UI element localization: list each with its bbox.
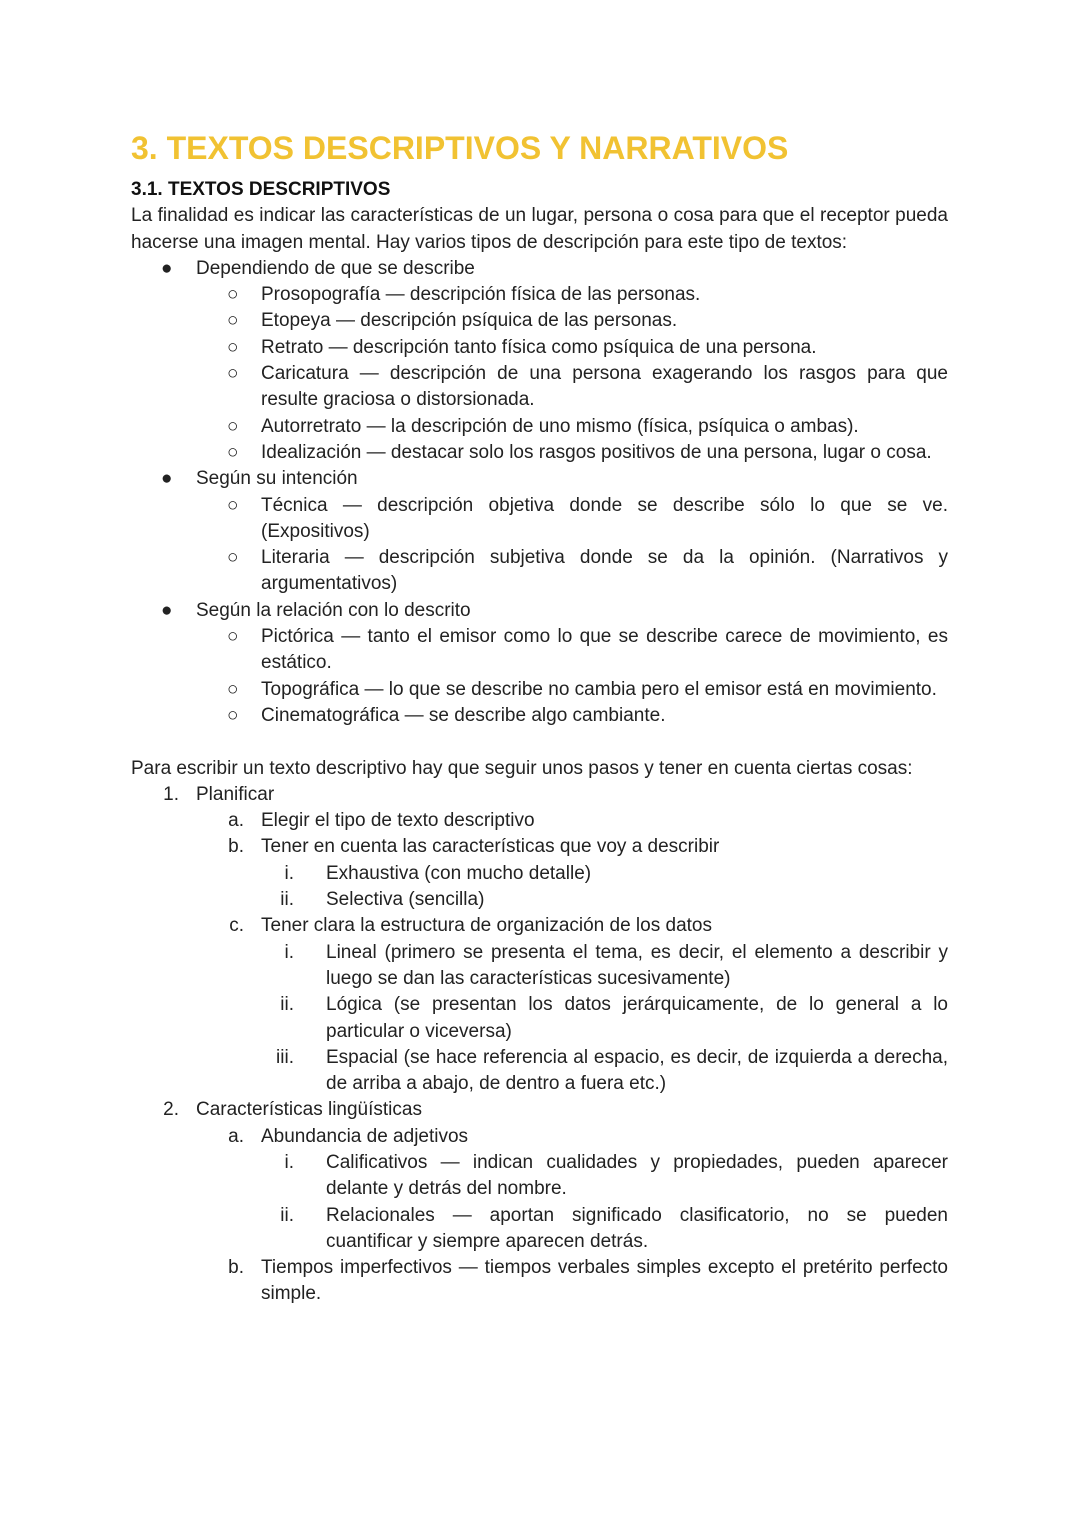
list-item-text: Características lingüísticas: [196, 1099, 422, 1121]
list-item: [131, 414, 948, 440]
list-item-text: Tiempos imperfectivos — tiempos verbales simples excepto el pretérito perfecto simple.: [261, 1257, 948, 1305]
list-item-text: Caricatura — descripción de una persona exagerando los rasgos para que resulte graciosa o distorsionada.: [261, 363, 948, 411]
list-item: [131, 256, 948, 282]
list-number: a.: [228, 810, 244, 832]
list-number: i.: [284, 941, 294, 963]
bullet-icon: ○: [227, 704, 239, 726]
section-title: 3. TEXTOS DESCRIPTIVOS Y NARRATIVOS: [131, 130, 789, 166]
list-item-text: Espacial (se hace referencia al espacio, es decir, de izquierda a derecha, de arriba a abajo, de dentro a fuera etc.): [326, 1046, 948, 1095]
list-number: i.: [284, 1151, 294, 1173]
list-item: [131, 1150, 948, 1203]
list-item: [131, 834, 948, 860]
steps-list: [131, 782, 948, 1308]
list-number: b.: [228, 1257, 244, 1279]
bullet-icon: ●: [161, 599, 173, 621]
list-item: [131, 466, 948, 492]
list-item-text: Prosopografía — descripción física de las personas.: [261, 284, 701, 306]
list-item: [131, 282, 948, 308]
list-number: i.: [284, 862, 294, 884]
list-number: ii.: [280, 1204, 294, 1226]
spacer: [131, 729, 948, 755]
list-item-text: Calificativos — indican cualidades y propiedades, pueden aparecer delante y detrás del nombre.: [326, 1151, 948, 1200]
bullet-icon: ○: [227, 415, 239, 437]
list-item: [131, 808, 948, 834]
bullet-icon: ●: [161, 257, 173, 279]
bullet-icon: ○: [227, 284, 239, 306]
list-number: b.: [228, 836, 244, 858]
document-page: [131, 128, 948, 1308]
list-item-text: Cinematográfica — se describe algo cambiante.: [261, 704, 666, 726]
list-item-text: Idealización — destacar solo los rasgos positivos de una persona, lugar o cosa.: [261, 441, 932, 463]
list-item: [131, 1124, 948, 1150]
list-item-text: Relacionales — aportan significado clasificatorio, no se pueden cuantificar y siempre aparecen detrás.: [326, 1204, 948, 1252]
list-item-text: Literaria — descripción subjetiva donde se da la opinión. (Narrativos y argumentativos): [261, 547, 948, 595]
list-item-text: Planificar: [196, 783, 275, 805]
list-item-text: Pictórica — tanto el emisor como lo que se describe carece de movimiento, es estático.: [261, 626, 948, 674]
bullet-icon: ○: [227, 310, 239, 332]
list-number: 2.: [163, 1099, 179, 1121]
list-item: [131, 545, 948, 598]
bullet-icon: ○: [227, 494, 239, 516]
list-item-text: Elegir el tipo de texto descriptivo: [261, 810, 535, 832]
list-item: [131, 1045, 948, 1098]
list-item-text: Tener clara la estructura de organización de los datos: [261, 915, 712, 937]
bullet-icon: ○: [227, 441, 239, 463]
list-item: [131, 440, 948, 466]
list-item-text: Lógica (se presentan los datos jerárquicamente, de lo general a lo particular o viceversa): [326, 994, 948, 1042]
bullet-icon: ○: [227, 678, 239, 700]
bullet-icon: ○: [227, 336, 239, 358]
list-item: [131, 940, 948, 993]
list-item: [131, 703, 948, 729]
list-item: [131, 861, 948, 887]
list-item-text: Dependiendo de que se describe: [196, 257, 475, 279]
list-item-text: Topográfica — lo que se describe no cambia pero el emisor está en movimiento.: [261, 678, 937, 700]
list-item: [131, 782, 948, 808]
list-item: [131, 677, 948, 703]
list-item-text: Selectiva (sencilla): [326, 889, 485, 911]
bullet-icon: ○: [227, 626, 239, 648]
list-item: [131, 887, 948, 913]
list-item-text: Exhaustiva (con mucho detalle): [326, 862, 592, 884]
list-item: [131, 1097, 948, 1123]
list-number: c.: [229, 915, 244, 937]
list-number: ii.: [280, 889, 294, 911]
list-item-text: Según su intención: [196, 468, 358, 490]
list-item: [131, 1255, 948, 1308]
list-item: [131, 361, 948, 414]
steps-intro-paragraph: Para escribir un texto descriptivo hay que seguir unos pasos y tener en cuenta ciertas cosas:: [131, 757, 913, 779]
list-item: [131, 335, 948, 361]
list-number: 1.: [163, 783, 179, 805]
list-item-text: Lineal (primero se presenta el tema, es decir, el elemento a describir y luego se dan las características sucesivamente): [326, 941, 948, 989]
bullet-icon: ○: [227, 363, 239, 385]
list-number: a.: [228, 1125, 244, 1147]
list-item-text: Tener en cuenta las características que voy a describir: [261, 836, 720, 858]
list-item-text: Retrato — descripción tanto física como psíquica de una persona.: [261, 336, 817, 358]
intro-paragraph: La finalidad es indicar las características de un lugar, persona o cosa para que el receptor pueda hacerse una imagen mental. Hay varios tipos de descripción para este tipo de textos:: [131, 205, 948, 253]
bullet-icon: ○: [227, 547, 239, 569]
list-item: [131, 913, 948, 939]
list-item-text: Según la relación con lo descrito: [196, 599, 471, 621]
list-item: [131, 624, 948, 677]
list-item: [131, 1203, 948, 1256]
bullet-icon: ●: [161, 468, 173, 490]
list-item: [131, 308, 948, 334]
list-item-text: Etopeya — descripción psíquica de las personas.: [261, 310, 678, 332]
list-item: [131, 493, 948, 546]
list-number: ii.: [280, 994, 294, 1016]
list-item-text: Técnica — descripción objetiva donde se describe sólo lo que se ve. (Expositivos): [261, 494, 948, 542]
subsection-title: 3.1. TEXTOS DESCRIPTIVOS: [131, 179, 391, 200]
list-item: [131, 598, 948, 624]
list-item-text: Autorretrato — la descripción de uno mismo (física, psíquica o ambas).: [261, 415, 859, 437]
list-number: iii.: [276, 1046, 294, 1068]
description-types-list: [131, 256, 948, 729]
list-item: [131, 992, 948, 1045]
list-item-text: Abundancia de adjetivos: [261, 1125, 469, 1147]
